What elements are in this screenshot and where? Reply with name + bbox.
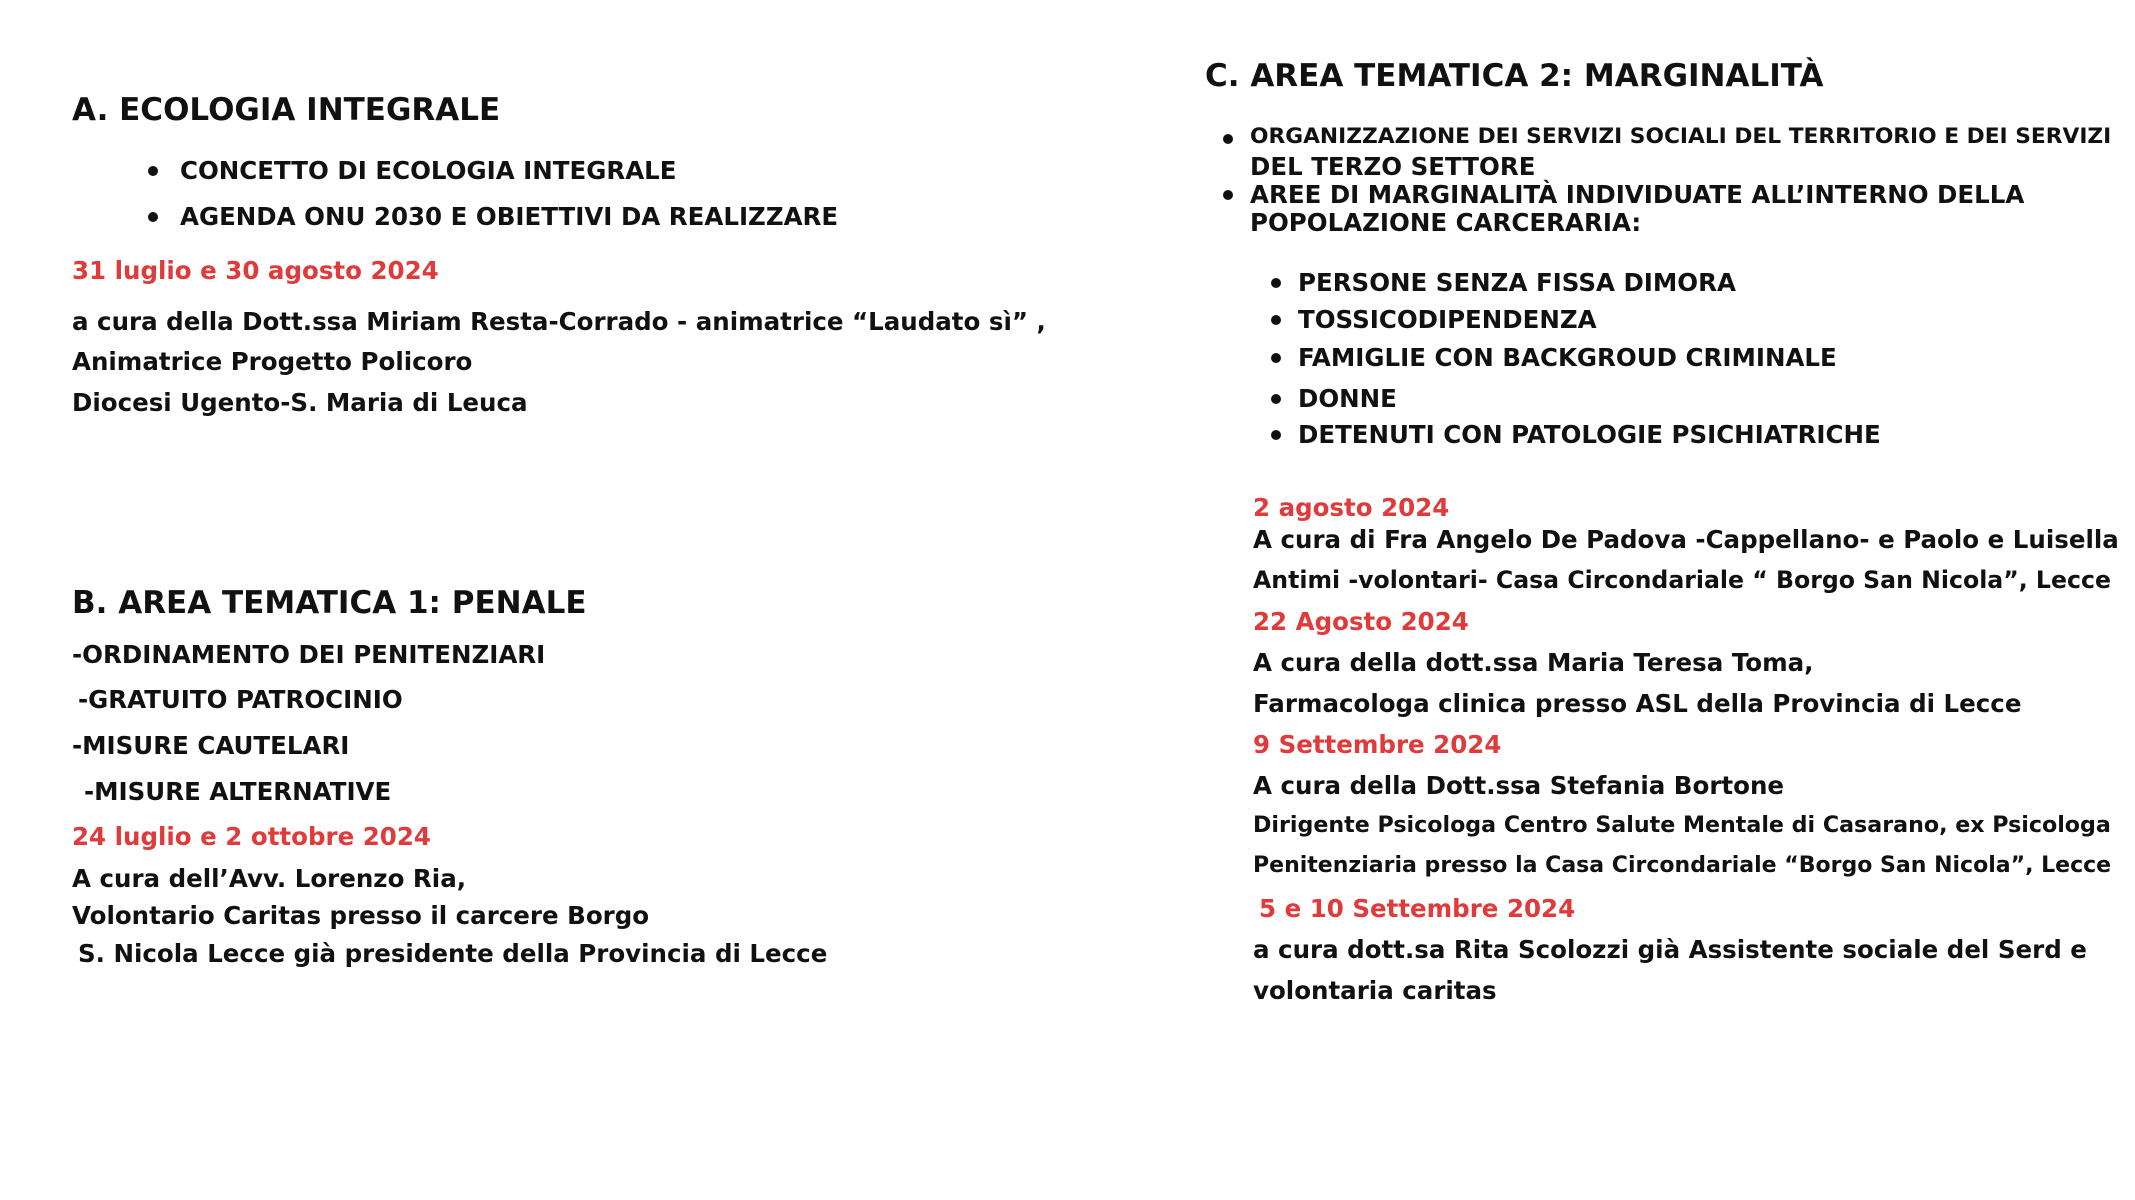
section-c-line: A cura della Dott.ssa Stefania Bortone [1253,771,1784,800]
section-c-line: a cura dott.sa Rita Scolozzi già Assistente sociale del Serd e [1253,935,2087,964]
section-b-curator-line: Volontario Caritas presso il carcere Borgo [72,901,650,930]
section-a-bullet: AGENDA ONU 2030 E OBIETTIVI DA REALIZZARE [180,202,839,231]
section-b-curator-line: S. Nicola Lecce già presidente della Provincia di Lecce [78,939,828,968]
section-c-line: Dirigente Psicologa Centro Salute Mentale di Casarano, ex Psicologa [1253,812,2111,838]
section-b-item: -MISURE ALTERNATIVE [84,777,392,806]
section-c-date: 2 agosto 2024 [1253,493,1450,522]
section-c-date: 5 e 10 Settembre 2024 [1259,894,1576,923]
section-a-bullet: CONCETTO DI ECOLOGIA INTEGRALE [180,156,677,185]
section-c-subbullet: DETENUTI CON PATOLOGIE PSICHIATRICHE [1298,420,1881,449]
section-b-curator-line: A cura dell’Avv. Lorenzo Ria, [72,864,467,893]
section-b-item: -GRATUITO PATROCINIO [78,685,403,714]
section-c-bullet-line: DEL TERZO SETTORE [1250,152,1536,181]
section-a-curator-line: Animatrice Progetto Policoro [72,347,473,376]
section-b-date: 24 luglio e 2 ottobre 2024 [72,822,431,851]
section-c-line: Penitenziaria presso la Casa Circondariale “Borgo San Nicola”, Lecce [1253,853,2112,878]
section-c-bullet-line: ORGANIZZAZIONE DEI SERVIZI SOCIALI DEL TERRITORIO E DEI SERVIZI [1250,124,2112,149]
section-c-subbullet: FAMIGLIE CON BACKGROUD CRIMINALE [1298,343,1837,372]
section-a-title: A. ECOLOGIA INTEGRALE [72,92,501,128]
section-c-line: Farmacologa clinica presso ASL della Provincia di Lecce [1253,689,2022,718]
section-c-bullet-line: AREE DI MARGINALITÀ INDIVIDUATE ALL’INTERNO DELLA [1250,180,2025,209]
section-c-subbullet: DONNE [1298,384,1397,413]
section-c-date: 9 Settembre 2024 [1253,730,1502,759]
section-a-date: 31 luglio e 30 agosto 2024 [72,256,439,285]
section-a-curator-line: Diocesi Ugento-S. Maria di Leuca [72,388,528,417]
section-c-bullet-line: POPOLAZIONE CARCERARIA: [1250,208,1642,237]
section-c-title: C. AREA TEMATICA 2: MARGINALITÀ [1205,58,1824,94]
section-a-curator-line: a cura della Dott.ssa Miriam Resta-Corrado - animatrice “Laudato sì” , [72,307,1046,336]
section-b-item: -MISURE CAUTELARI [72,731,350,760]
section-b-item: -ORDINAMENTO DEI PENITENZIARI [72,640,546,669]
section-c-subbullet: TOSSICODIPENDENZA [1298,305,1597,334]
section-c-line: Antimi -volontari- Casa Circondariale “ Borgo San Nicola”, Lecce [1253,566,2111,594]
section-c-line: A cura di Fra Angelo De Padova -Cappellano- e Paolo e Luisella [1253,525,2119,554]
section-b-title: B. AREA TEMATICA 1: PENALE [72,585,587,621]
section-c-date: 22 Agosto 2024 [1253,607,1469,636]
section-c-subbullet: PERSONE SENZA FISSA DIMORA [1298,268,1736,297]
section-c-line: A cura della dott.ssa Maria Teresa Toma, [1253,648,1814,677]
section-c-line: volontaria caritas [1253,976,1497,1005]
